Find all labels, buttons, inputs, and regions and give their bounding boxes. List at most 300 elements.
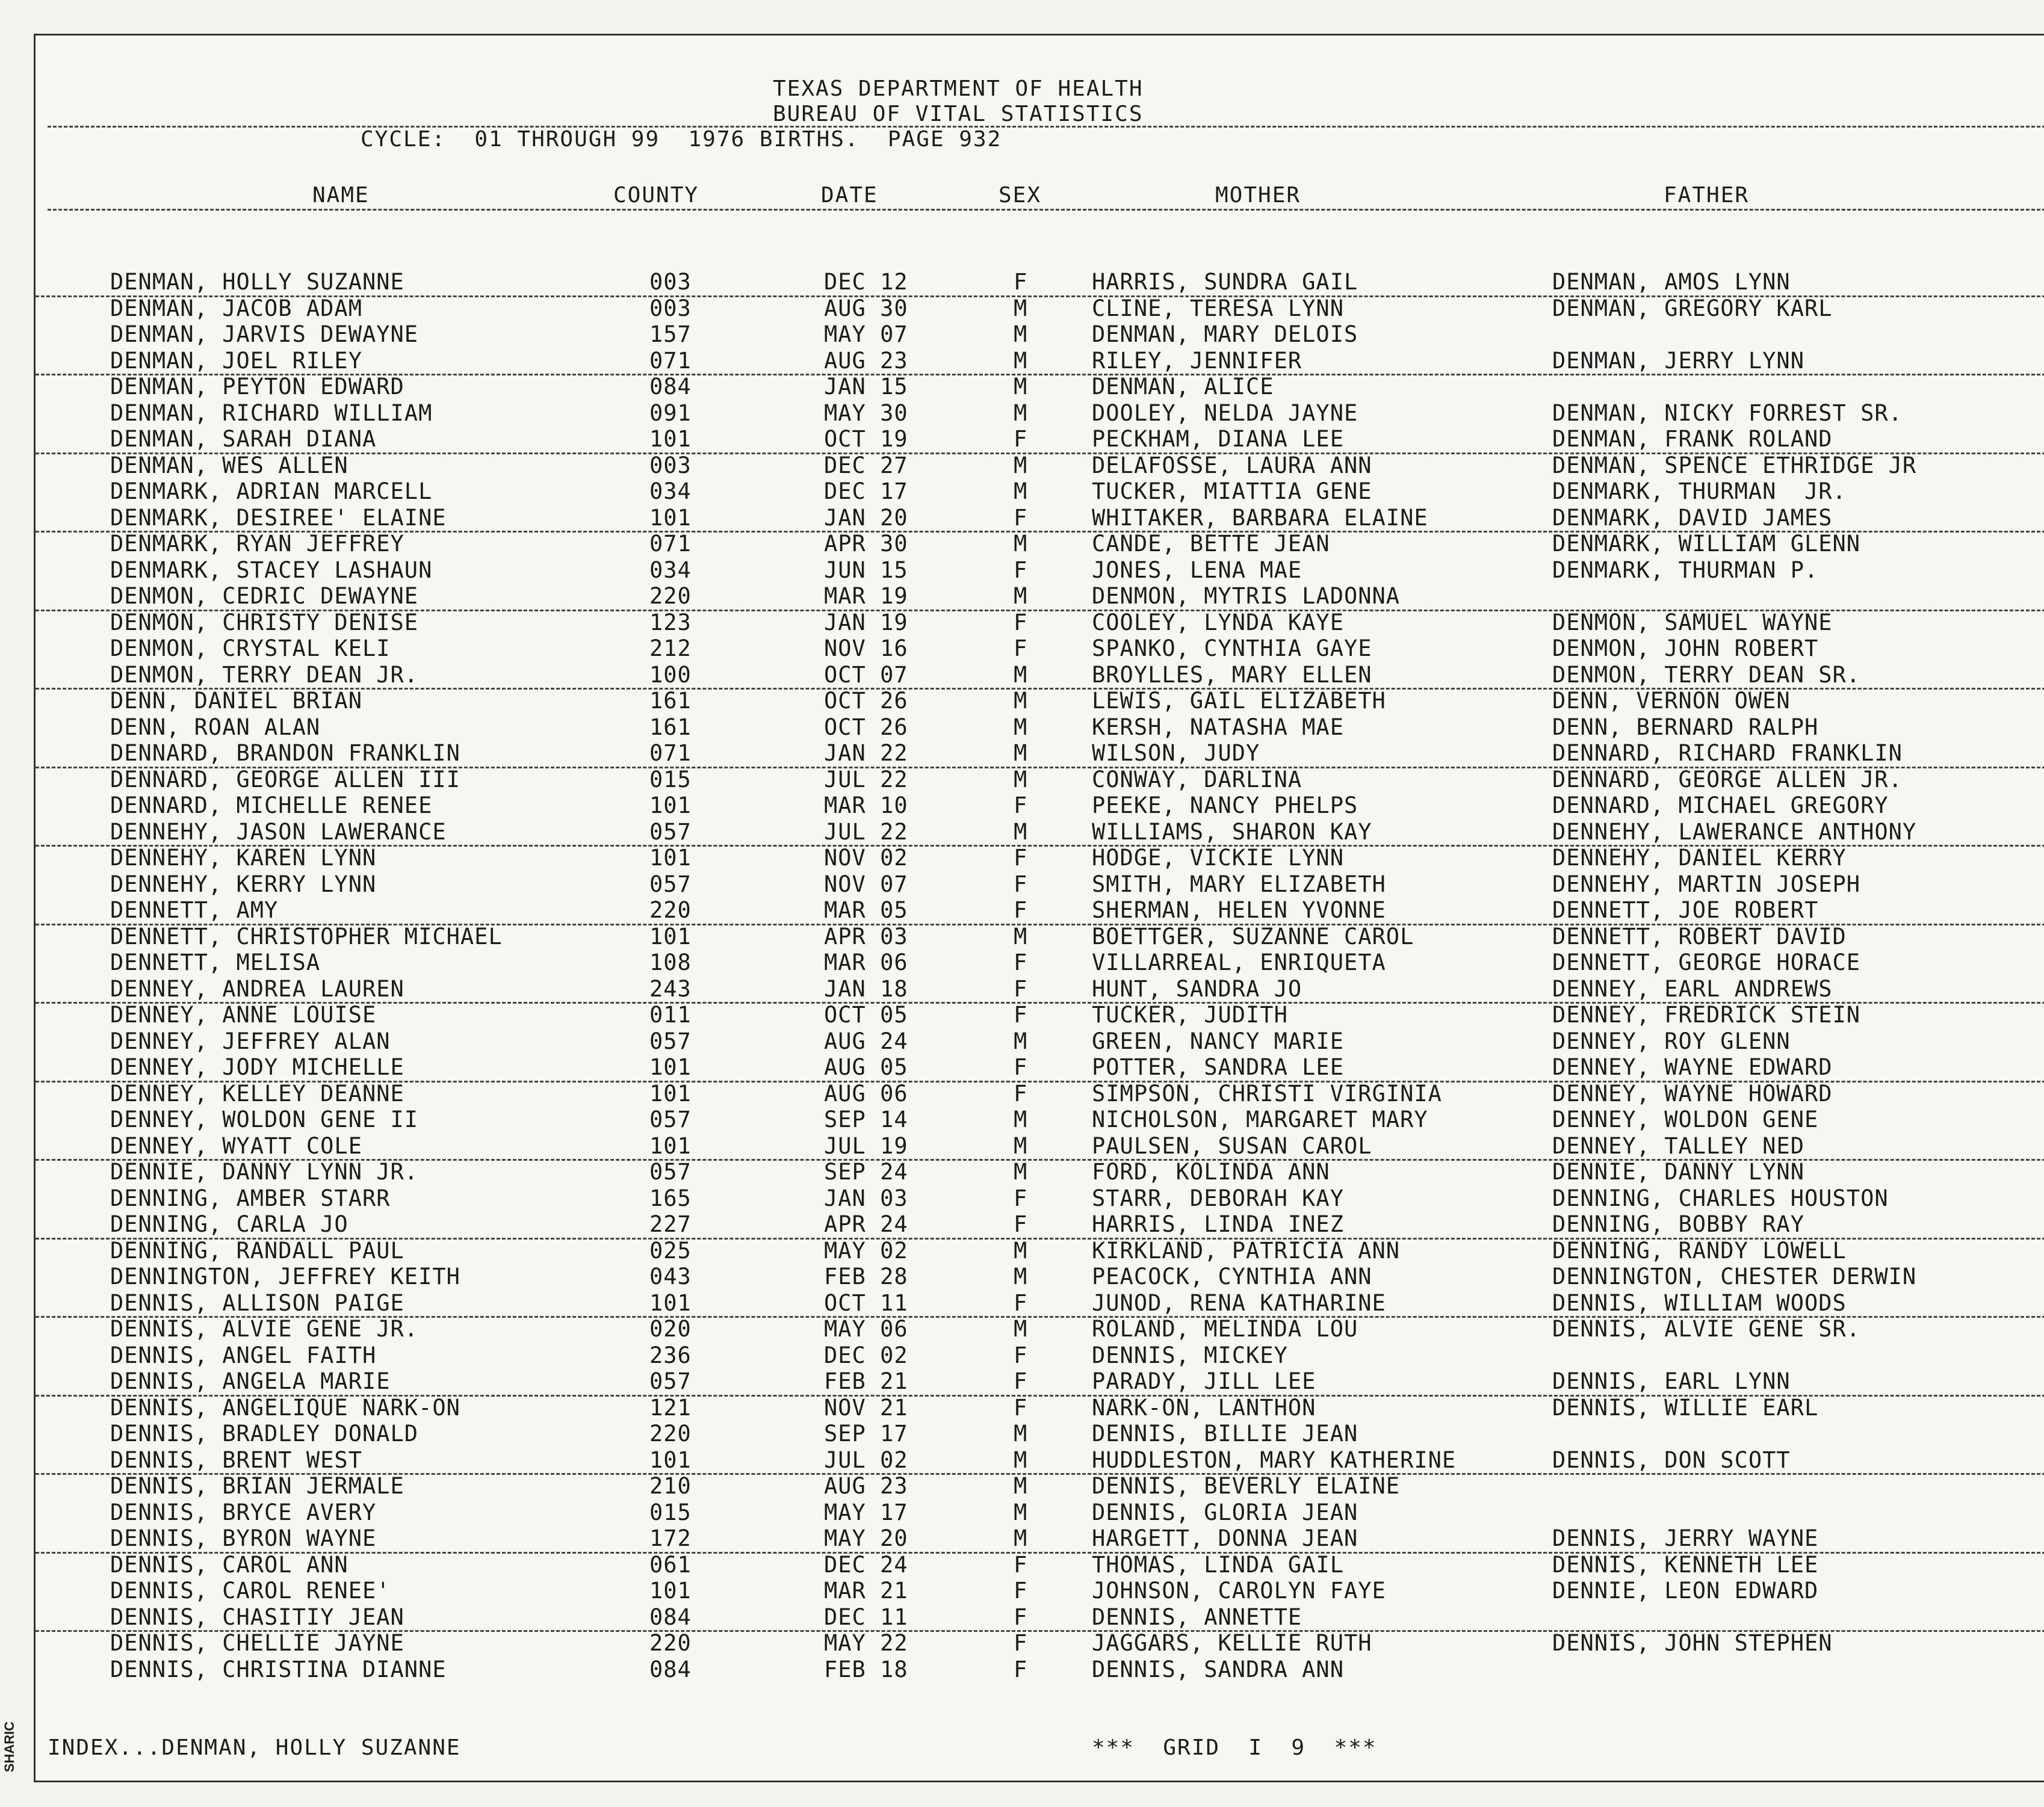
- table-row: [36, 321, 2044, 348]
- table-row: [36, 1604, 2044, 1632]
- cell-date: JAN 20: [824, 504, 908, 531]
- cell-mother: JUNOD, RENA KATHARINE: [1092, 1290, 1386, 1316]
- table-row: [36, 1081, 2044, 1107]
- col-header-father: FATHER: [1664, 183, 1750, 208]
- cell-date: APR 24: [824, 1211, 908, 1237]
- cell-father: DENNIE, LEON EDWARD: [1552, 1578, 1819, 1604]
- cell-county: 243: [649, 975, 692, 1002]
- table-row: [36, 714, 2044, 741]
- cell-date: NOV 21: [824, 1394, 908, 1421]
- cell-county: 057: [649, 1028, 692, 1054]
- cell-father: DENMARK, THURMAN P.: [1552, 557, 1819, 583]
- cell-date: SEP 14: [824, 1107, 908, 1132]
- side-label: SHARIC: [2, 1721, 17, 1773]
- cell-county: 101: [649, 845, 692, 871]
- cell-date: APR 30: [824, 531, 908, 557]
- cell-county: 101: [649, 426, 692, 452]
- index-footer: INDEX...DENMAN, HOLLY SUZANNE: [48, 1735, 461, 1760]
- table-row: [36, 1133, 2044, 1161]
- cell-sex: M: [1014, 1421, 1028, 1447]
- cell-name: DENNEY, ANDREA LAUREN: [110, 975, 404, 1002]
- cell-date: JUL 02: [824, 1447, 908, 1473]
- cell-father: DENNETT, GEORGE HORACE: [1552, 950, 1861, 975]
- cell-mother: TUCKER, JUDITH: [1092, 1002, 1288, 1028]
- cell-date: DEC 11: [824, 1604, 908, 1630]
- cell-name: DENMON, CRYSTAL KELI: [110, 635, 391, 661]
- cell-mother: WILSON, JUDY: [1092, 740, 1260, 766]
- cell-county: 057: [649, 1159, 692, 1185]
- cell-sex: F: [1014, 871, 1028, 897]
- cell-name: DENNEY, WOLDON GENE II: [110, 1107, 419, 1132]
- table-row: [36, 976, 2044, 1004]
- cell-name: DENNIS, ANGELIQUE NARK-ON: [110, 1394, 460, 1421]
- cell-mother: FORD, KOLINDA ANN: [1092, 1159, 1330, 1185]
- cell-mother: PARADY, JILL LEE: [1092, 1368, 1316, 1394]
- cell-sex: F: [1014, 1080, 1028, 1107]
- cell-mother: THOMAS, LINDA GAIL: [1092, 1551, 1344, 1578]
- cell-county: 084: [649, 1604, 692, 1630]
- cell-father: DENMAN, JERRY LYNN: [1552, 347, 1804, 374]
- cell-sex: F: [1014, 1290, 1028, 1316]
- cell-date: JAN 19: [824, 609, 908, 635]
- cell-county: 161: [649, 714, 692, 740]
- cell-father: DENNARD, GEORGE ALLEN JR.: [1552, 766, 1903, 792]
- cell-date: AUG 30: [824, 295, 908, 321]
- cell-sex: F: [1014, 1630, 1028, 1656]
- cell-date: JAN 15: [824, 374, 908, 400]
- cell-date: MAY 20: [824, 1525, 908, 1551]
- cell-sex: F: [1014, 1342, 1028, 1368]
- cell-name: DENMON, TERRY DEAN JR.: [110, 661, 419, 688]
- table-row: [36, 924, 2044, 950]
- table-row: [36, 1211, 2044, 1240]
- cell-father: DENMAN, FRANK ROLAND: [1552, 426, 1833, 452]
- cell-mother: VILLARREAL, ENRIQUETA: [1092, 950, 1386, 975]
- cell-county: 034: [649, 478, 692, 504]
- cell-sex: F: [1014, 635, 1028, 661]
- cell-sex: M: [1014, 661, 1028, 688]
- col-header-mother: MOTHER: [1215, 183, 1301, 208]
- cell-mother: HUNT, SANDRA JO: [1092, 975, 1302, 1002]
- cell-father: DENMARK, THURMAN JR.: [1552, 478, 1847, 504]
- cell-sex: F: [1014, 269, 1028, 295]
- cell-name: DENMAN, JARVIS DEWAYNE: [110, 321, 419, 347]
- cell-date: DEC 24: [824, 1551, 908, 1578]
- cell-sex: M: [1014, 1316, 1028, 1342]
- cell-sex: F: [1014, 950, 1028, 975]
- cell-name: DENNIS, BRYCE AVERY: [110, 1499, 377, 1525]
- cell-county: 057: [649, 1368, 692, 1394]
- cell-date: AUG 06: [824, 1080, 908, 1107]
- col-header-county: COUNTY: [613, 183, 699, 208]
- table-row: [36, 348, 2044, 376]
- cell-name: DENMON, CHRISTY DENISE: [110, 609, 419, 635]
- cell-mother: SIMPSON, CHRISTI VIRGINIA: [1092, 1080, 1442, 1107]
- cell-county: 165: [649, 1185, 692, 1211]
- cell-date: MAY 30: [824, 400, 908, 426]
- cell-mother: WILLIAMS, SHARON KAY: [1092, 818, 1372, 845]
- cell-county: 003: [649, 452, 692, 478]
- cell-sex: F: [1014, 1002, 1028, 1028]
- table-row: [36, 1630, 2044, 1657]
- cell-mother: JAGGARS, KELLIE RUTH: [1092, 1630, 1372, 1656]
- cell-date: OCT 07: [824, 661, 908, 688]
- cell-date: JAN 03: [824, 1185, 908, 1211]
- cell-mother: KIRKLAND, PATRICIA ANN: [1092, 1237, 1401, 1264]
- cell-date: OCT 26: [824, 688, 908, 714]
- cell-date: OCT 05: [824, 1002, 908, 1028]
- cell-name: DENNEHY, KAREN LYNN: [110, 845, 377, 871]
- table-row: [36, 1525, 2044, 1554]
- table-row: [36, 871, 2044, 898]
- cell-father: DENN, VERNON OWEN: [1552, 688, 1791, 714]
- cell-name: DENN, DANIEL BRIAN: [110, 688, 362, 714]
- cell-sex: F: [1014, 504, 1028, 531]
- cell-mother: DENMAN, MARY DELOIS: [1092, 321, 1358, 347]
- cell-mother: CLINE, TERESA LYNN: [1092, 295, 1344, 321]
- cell-sex: M: [1014, 1264, 1028, 1290]
- cell-mother: RILEY, JENNIFER: [1092, 347, 1302, 374]
- cell-father: DENNIS, DON SCOTT: [1552, 1447, 1791, 1473]
- cell-mother: WHITAKER, BARBARA ELAINE: [1092, 504, 1428, 531]
- cell-date: JAN 18: [824, 975, 908, 1002]
- cell-mother: NARK-ON, LANTHON: [1092, 1394, 1316, 1421]
- cell-sex: M: [1014, 1499, 1028, 1525]
- col-header-date: DATE: [821, 183, 878, 208]
- cell-sex: F: [1014, 1656, 1028, 1682]
- cell-county: 015: [649, 1499, 692, 1525]
- cell-name: DENN, ROAN ALAN: [110, 714, 321, 740]
- cell-name: DENNIS, BYRON WAYNE: [110, 1525, 377, 1551]
- cell-county: 057: [649, 1107, 692, 1132]
- table-row: [36, 1500, 2044, 1526]
- cell-sex: M: [1014, 1028, 1028, 1054]
- cell-mother: DENNIS, ANNETTE: [1092, 1604, 1302, 1630]
- cell-name: DENMAN, SARAH DIANA: [110, 426, 377, 452]
- cell-county: 057: [649, 871, 692, 897]
- cell-date: OCT 26: [824, 714, 908, 740]
- cell-sex: M: [1014, 531, 1028, 557]
- cell-date: FEB 28: [824, 1264, 908, 1290]
- cell-mother: BROYLLES, MARY ELLEN: [1092, 661, 1372, 688]
- col-header-name: NAME: [312, 183, 370, 208]
- cell-sex: M: [1014, 1447, 1028, 1473]
- cell-date: MAR 06: [824, 950, 908, 975]
- cell-name: DENNIS, BRIAN JERMALE: [110, 1473, 404, 1499]
- table-row: [36, 1028, 2044, 1055]
- table-row: [36, 1107, 2044, 1133]
- cell-county: 071: [649, 531, 692, 557]
- table-row: [36, 792, 2044, 819]
- cell-name: DENNIS, BRENT WEST: [110, 1447, 362, 1473]
- cell-date: SEP 24: [824, 1159, 908, 1185]
- cell-mother: KERSH, NATASHA MAE: [1092, 714, 1344, 740]
- table-row: [36, 819, 2044, 847]
- table-row: [36, 1342, 2044, 1369]
- cell-mother: DENNIS, BILLIE JEAN: [1092, 1421, 1358, 1447]
- cell-sex: M: [1014, 923, 1028, 950]
- cell-date: DEC 17: [824, 478, 908, 504]
- cell-mother: CANDE, BETTE JEAN: [1092, 531, 1330, 557]
- cell-father: DENNIS, KENNETH LEE: [1552, 1551, 1819, 1578]
- cell-county: 011: [649, 1002, 692, 1028]
- cell-mother: DENNIS, SANDRA ANN: [1092, 1656, 1344, 1682]
- cell-mother: TUCKER, MIATTIA GENE: [1092, 478, 1372, 504]
- cell-name: DENMAN, HOLLY SUZANNE: [110, 269, 404, 295]
- cell-name: DENNIS, ALVIE GENE JR.: [110, 1316, 419, 1342]
- cell-sex: F: [1014, 975, 1028, 1002]
- cell-name: DENNIS, ANGEL FAITH: [110, 1342, 377, 1368]
- cell-father: DENMON, SAMUEL WAYNE: [1552, 609, 1833, 635]
- cell-sex: M: [1014, 400, 1028, 426]
- cell-name: DENNIS, ALLISON PAIGE: [110, 1290, 404, 1316]
- cell-sex: F: [1014, 426, 1028, 452]
- cell-father: DENNARD, MICHAEL GREGORY: [1552, 792, 1889, 818]
- cell-sex: M: [1014, 583, 1028, 609]
- cell-mother: DELAFOSSE, LAURA ANN: [1092, 452, 1372, 478]
- cell-sex: F: [1014, 845, 1028, 871]
- cell-mother: JONES, LENA MAE: [1092, 557, 1302, 583]
- document-page: [34, 34, 2044, 1782]
- cell-sex: F: [1014, 792, 1028, 818]
- cell-date: AUG 24: [824, 1028, 908, 1054]
- cell-father: DENNEHY, LAWERANCE ANTHONY: [1552, 818, 1917, 845]
- cell-father: DENMAN, NICKY FORREST SR.: [1552, 400, 1903, 426]
- table-row: [36, 531, 2044, 557]
- cell-father: DENNIS, EARL LYNN: [1552, 1368, 1791, 1394]
- cell-date: SEP 17: [824, 1421, 908, 1447]
- cell-county: 084: [649, 374, 692, 400]
- cell-county: 172: [649, 1525, 692, 1551]
- table-row: [36, 662, 2044, 690]
- cell-county: 101: [649, 1080, 692, 1107]
- table-row: [36, 950, 2044, 976]
- cell-date: NOV 02: [824, 845, 908, 871]
- cell-sex: F: [1014, 1394, 1028, 1421]
- cell-date: JUL 19: [824, 1132, 908, 1159]
- cell-father: DENNEY, WOLDON GENE: [1552, 1107, 1819, 1132]
- cell-name: DENNIE, DANNY LYNN JR.: [110, 1159, 419, 1185]
- cell-date: MAR 21: [824, 1578, 908, 1604]
- cell-county: 236: [649, 1342, 692, 1368]
- cell-sex: M: [1014, 714, 1028, 740]
- cell-mother: DENMAN, ALICE: [1092, 374, 1274, 400]
- table-row: [36, 1316, 2044, 1342]
- cell-name: DENMARK, RYAN JEFFREY: [110, 531, 404, 557]
- cell-county: 101: [649, 1578, 692, 1604]
- cell-sex: M: [1014, 1159, 1028, 1185]
- cell-mother: LEWIS, GAIL ELIZABETH: [1092, 688, 1386, 714]
- cell-name: DENNIS, CAROL RENEE': [110, 1578, 391, 1604]
- table-row: [36, 635, 2044, 662]
- cell-father: DENNETT, JOE ROBERT: [1552, 897, 1819, 923]
- header-rule: [48, 126, 2044, 128]
- cell-father: DENNING, BOBBY RAY: [1552, 1211, 1804, 1237]
- cell-county: 071: [649, 347, 692, 374]
- table-row: [36, 1368, 2044, 1397]
- cell-name: DENNIS, CHRISTINA DIANNE: [110, 1656, 447, 1682]
- cell-name: DENNIS, CHELLIE JAYNE: [110, 1630, 404, 1656]
- cell-date: JUL 22: [824, 818, 908, 845]
- table-row: [36, 1395, 2044, 1421]
- cell-county: 057: [649, 818, 692, 845]
- cell-county: 003: [649, 295, 692, 321]
- cell-date: MAR 19: [824, 583, 908, 609]
- cell-mother: SHERMAN, HELEN YVONNE: [1092, 897, 1386, 923]
- cell-county: 025: [649, 1237, 692, 1264]
- cell-name: DENNIS, CAROL ANN: [110, 1551, 348, 1578]
- cell-name: DENNARD, GEORGE ALLEN III: [110, 766, 460, 792]
- cell-name: DENNING, RANDALL PAUL: [110, 1237, 404, 1264]
- table-row: [36, 1447, 2044, 1475]
- cell-name: DENMARK, STACEY LASHAUN: [110, 557, 433, 583]
- cell-name: DENNIS, CHASITIY JEAN: [110, 1604, 404, 1630]
- cell-date: MAY 02: [824, 1237, 908, 1264]
- cell-date: JUL 22: [824, 766, 908, 792]
- cell-sex: M: [1014, 818, 1028, 845]
- table-row: [36, 1185, 2044, 1212]
- cell-father: DENMARK, DAVID JAMES: [1552, 504, 1833, 531]
- cell-mother: PECKHAM, DIANA LEE: [1092, 426, 1344, 452]
- table-row: [36, 374, 2044, 400]
- cell-date: MAY 07: [824, 321, 908, 347]
- cell-mother: DENMON, MYTRIS LADONNA: [1092, 583, 1401, 609]
- table-row: [36, 1290, 2044, 1318]
- cell-name: DENNING, AMBER STARR: [110, 1185, 391, 1211]
- cell-county: 108: [649, 950, 692, 975]
- cell-father: DENNIS, WILLIAM WOODS: [1552, 1290, 1847, 1316]
- cell-sex: M: [1014, 740, 1028, 766]
- cell-date: OCT 11: [824, 1290, 908, 1316]
- cell-name: DENNEY, WYATT COLE: [110, 1132, 362, 1159]
- cell-mother: HARRIS, LINDA INEZ: [1092, 1211, 1344, 1237]
- cell-mother: SPANKO, CYNTHIA GAYE: [1092, 635, 1372, 661]
- cell-county: 061: [649, 1551, 692, 1578]
- cell-sex: M: [1014, 1525, 1028, 1551]
- cell-name: DENMAN, JOEL RILEY: [110, 347, 362, 374]
- cell-county: 020: [649, 1316, 692, 1342]
- cell-county: 210: [649, 1473, 692, 1499]
- table-row: [36, 295, 2044, 322]
- cell-sex: F: [1014, 1211, 1028, 1237]
- cell-county: 220: [649, 897, 692, 923]
- cell-sex: F: [1014, 1185, 1028, 1211]
- table-row: [36, 845, 2044, 871]
- table-row: [36, 1578, 2044, 1604]
- table-row: [36, 557, 2044, 584]
- cell-county: 101: [649, 1447, 692, 1473]
- cell-county: 123: [649, 609, 692, 635]
- table-row: [36, 505, 2044, 533]
- cell-father: DENNARD, RICHARD FRANKLIN: [1552, 740, 1903, 766]
- cell-county: 003: [649, 269, 692, 295]
- cell-name: DENNEY, JEFFREY ALAN: [110, 1028, 391, 1054]
- cell-county: 015: [649, 766, 692, 792]
- cell-mother: DENNIS, MICKEY: [1092, 1342, 1288, 1368]
- cell-sex: F: [1014, 897, 1028, 923]
- cell-name: DENMAN, PEYTON EDWARD: [110, 374, 404, 400]
- cell-mother: GREEN, NANCY MARIE: [1092, 1028, 1344, 1054]
- cell-father: DENN, BERNARD RALPH: [1552, 714, 1819, 740]
- cell-father: DENNIS, WILLIE EARL: [1552, 1394, 1819, 1421]
- table-row: [36, 453, 2044, 479]
- cell-sex: M: [1014, 688, 1028, 714]
- cell-sex: F: [1014, 1054, 1028, 1080]
- cell-name: DENNIS, BRADLEY DONALD: [110, 1421, 419, 1447]
- cell-name: DENNEY, JODY MICHELLE: [110, 1054, 404, 1080]
- cell-father: DENNETT, ROBERT DAVID: [1552, 923, 1847, 950]
- cell-county: 101: [649, 1054, 692, 1080]
- cell-county: 034: [649, 557, 692, 583]
- cell-father: DENNEHY, MARTIN JOSEPH: [1552, 871, 1861, 897]
- cell-date: AUG 05: [824, 1054, 908, 1080]
- header-subtitle: BUREAU OF VITAL STATISTICS: [773, 102, 1144, 126]
- table-row: [36, 583, 2044, 611]
- cell-father: DENNEHY, DANIEL KERRY: [1552, 845, 1847, 871]
- cell-mother: POTTER, SANDRA LEE: [1092, 1054, 1344, 1080]
- cell-father: DENMON, JOHN ROBERT: [1552, 635, 1819, 661]
- cell-county: 121: [649, 1394, 692, 1421]
- table-row: [36, 1421, 2044, 1447]
- cell-name: DENNEHY, KERRY LYNN: [110, 871, 377, 897]
- table-row: [36, 1657, 2044, 1683]
- cell-date: NOV 16: [824, 635, 908, 661]
- cell-mother: COOLEY, LYNDA KAYE: [1092, 609, 1344, 635]
- cell-mother: CONWAY, DARLINA: [1092, 766, 1302, 792]
- cell-date: MAY 06: [824, 1316, 908, 1342]
- cell-county: 091: [649, 400, 692, 426]
- cell-county: 157: [649, 321, 692, 347]
- cell-date: AUG 23: [824, 1473, 908, 1499]
- cell-date: APR 03: [824, 923, 908, 950]
- cell-mother: BOETTGER, SUZANNE CAROL: [1092, 923, 1414, 950]
- cell-mother: HODGE, VICKIE LYNN: [1092, 845, 1344, 871]
- cell-mother: STARR, DEBORAH KAY: [1092, 1185, 1344, 1211]
- cell-name: DENNARD, BRANDON FRANKLIN: [110, 740, 460, 766]
- cell-father: DENMAN, GREGORY KARL: [1552, 295, 1833, 321]
- cell-date: FEB 21: [824, 1368, 908, 1394]
- cell-sex: F: [1014, 609, 1028, 635]
- cell-county: 161: [649, 688, 692, 714]
- table-row: [36, 1238, 2044, 1264]
- table-row: [36, 269, 2044, 297]
- cell-father: DENNEY, WAYNE EDWARD: [1552, 1054, 1833, 1080]
- cell-date: MAY 22: [824, 1630, 908, 1656]
- table-row: [36, 1473, 2044, 1500]
- cell-mother: JOHNSON, CAROLYN FAYE: [1092, 1578, 1386, 1604]
- cell-date: AUG 23: [824, 347, 908, 374]
- cell-date: OCT 19: [824, 426, 908, 452]
- cell-name: DENMAN, RICHARD WILLIAM: [110, 400, 433, 426]
- cell-mother: ROLAND, MELINDA LOU: [1092, 1316, 1358, 1342]
- cell-county: 220: [649, 583, 692, 609]
- cell-name: DENNARD, MICHELLE RENEE: [110, 792, 433, 818]
- cell-name: DENNIS, ANGELA MARIE: [110, 1368, 391, 1394]
- cell-mother: PAULSEN, SUSAN CAROL: [1092, 1132, 1372, 1159]
- cell-father: DENMON, TERRY DEAN SR.: [1552, 661, 1861, 688]
- cell-father: DENNIS, JOHN STEPHEN: [1552, 1630, 1833, 1656]
- cell-county: 220: [649, 1630, 692, 1656]
- cell-date: MAR 10: [824, 792, 908, 818]
- col-header-sex: SEX: [999, 183, 1042, 208]
- cell-sex: M: [1014, 347, 1028, 374]
- table-row: [36, 1264, 2044, 1290]
- cell-name: DENNETT, AMY: [110, 897, 279, 923]
- table-row: [36, 400, 2044, 427]
- cell-sex: F: [1014, 1604, 1028, 1630]
- table-row: [36, 897, 2044, 925]
- cell-mother: HARRIS, SUNDRA GAIL: [1092, 269, 1358, 295]
